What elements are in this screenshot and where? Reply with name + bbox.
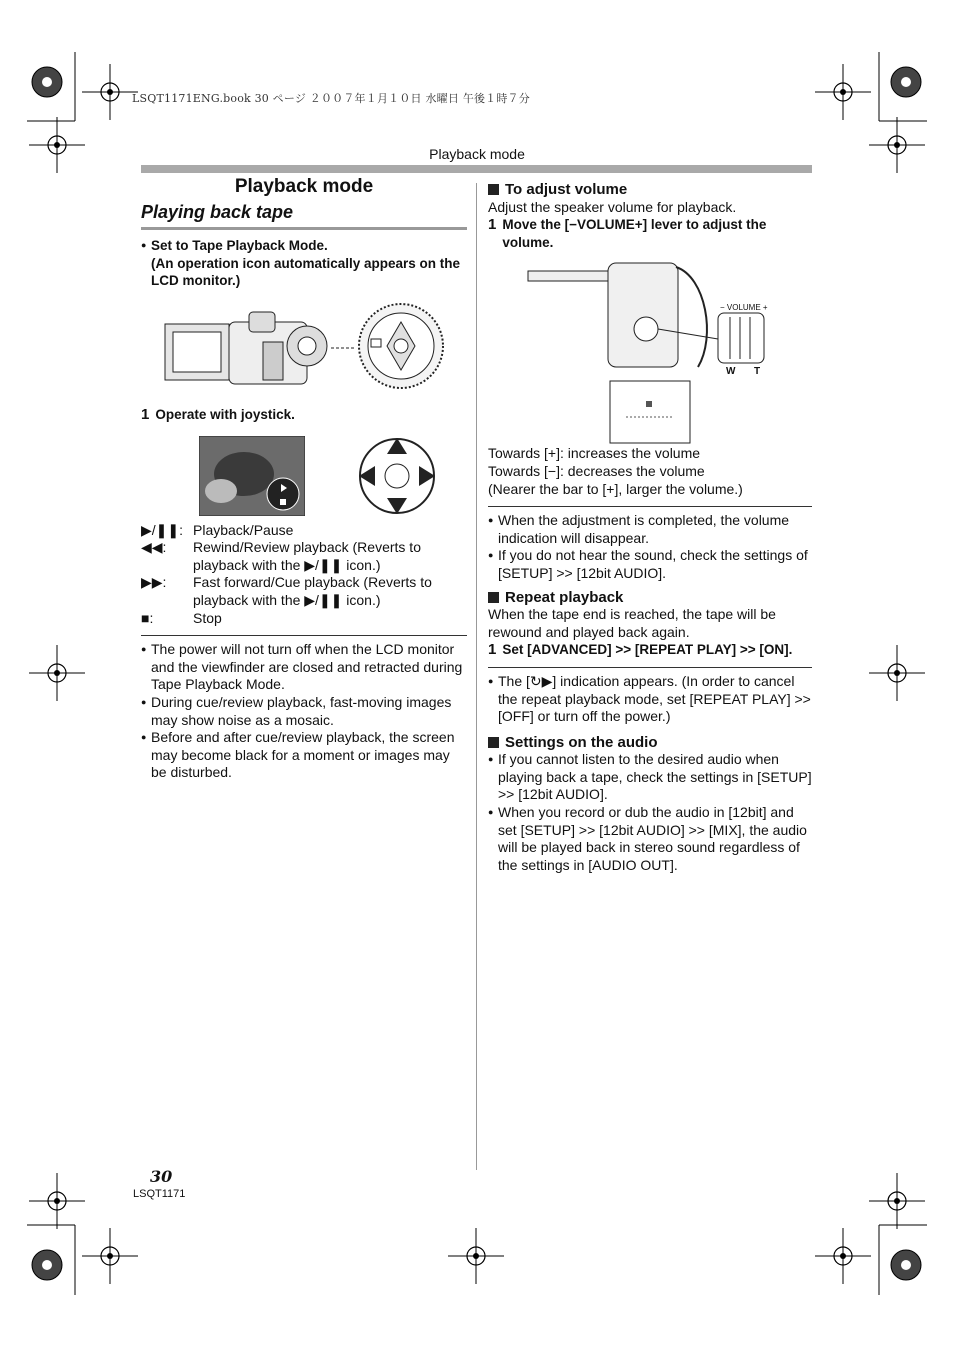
note-item: ● When you record or dub the audio in [12bit] and set [SETUP] >> [12bit AUDIO] >> [MIX], the audio will be played back in stereo sound regardless of the settings in [AUDIO OUT].: [488, 804, 812, 874]
bullet-set-note: (An operation icon automatically appears on the LCD monitor.): [151, 255, 461, 289]
repeat-notes-rule: [488, 667, 812, 668]
repeat-intro: When the tape end is reached, the tape will be rewound and played back again.: [488, 606, 776, 640]
step-1: 1 Operate with joystick.: [141, 405, 295, 423]
file-header: LSQT1171ENG.book 30 ページ ２００７年１月１０日 水曜日 午後１時７分: [132, 92, 530, 105]
camera-illustration: [163, 302, 463, 398]
repeat-icon: ↻▶: [529, 672, 553, 689]
joystick-definitions: [141, 522, 467, 628]
lcd-playback-image: [199, 436, 305, 516]
joystick-diagram: [357, 436, 437, 516]
right-column: [488, 181, 812, 874]
def-row-rewind: ◀◀: Rewind/Review playback (Reverts to playback with the ▶/❚❚ icon.): [141, 539, 421, 573]
repeat-note: ● The [↻▶] indication appears. (In order to cancel the repeat playback mode, set [REPEAT PLAY] >> [OFF] or turn off the power.): [488, 673, 812, 726]
header-bar: [141, 165, 812, 173]
note-item: ● When the adjustment is completed, the volume indication will disappear.: [488, 512, 812, 547]
subtitle-rule: [141, 227, 467, 230]
volume-lever-illustration: [526, 257, 826, 455]
page-number: 30: [150, 1167, 173, 1186]
volume-notes: [488, 512, 812, 582]
towards-plus: Towards [+]: increases the volume: [488, 445, 701, 462]
t-label: T: [754, 366, 761, 378]
column-divider: [476, 183, 477, 1170]
def-row-play: ▶/❚❚: Playback/Pause: [141, 521, 294, 538]
left-notes: [141, 641, 467, 782]
def-row-stop: ■: Stop: [141, 609, 222, 626]
volume-step: 1 Move the [−VOLUME+] lever to adjust the volume.: [488, 216, 767, 250]
volume-label: − VOLUME +: [720, 303, 768, 313]
repeat-step: 1 Set [ADVANCED] >> [REPEAT PLAY] >> [ON].: [488, 641, 793, 659]
w-label: W: [726, 366, 736, 378]
def-row-ff: ▶▶: Fast forward/Cue playback (Reverts to playback with the ▶/❚❚ icon.): [141, 574, 432, 608]
note-item: ● The power will not turn off when the LCD monitor and the viewfinder are closed and retracted during Tape Playback Mode.: [141, 641, 467, 694]
nearer-note: (Nearer the bar to [+], larger the volume.): [488, 480, 743, 497]
audio-notes: [488, 751, 812, 874]
note-item: ● Before and after cue/review playback, the screen may become black for a moment or images may be disturbed.: [141, 729, 467, 782]
running-head: Playback mode: [429, 146, 525, 162]
section-audio-settings: Settings on the audio: [488, 734, 812, 752]
notes-rule: [141, 635, 467, 636]
left-column: [141, 178, 467, 782]
volume-notes-rule: [488, 506, 812, 507]
doc-code: LSQT1171: [133, 1188, 186, 1200]
towards-minus: Towards [−]: decreases the volume: [488, 462, 705, 479]
section-repeat-playback: Repeat playback: [488, 589, 812, 607]
volume-intro: Adjust the speaker volume for playback.: [488, 198, 737, 215]
note-item: ● If you do not hear the sound, check the settings of [SETUP] >> [12bit AUDIO].: [488, 547, 812, 582]
note-item: ● If you cannot listen to the desired audio when playing back a tape, check the settings in [SETUP] >> [12bit AUDIO].: [488, 751, 812, 804]
note-item: ● During cue/review playback, fast-moving images may show noise as a mosaic.: [141, 694, 467, 729]
section-subtitle: Playing back tape: [141, 201, 294, 222]
page-title: Playback mode: [234, 176, 374, 197]
bullet-set-mode: ● Set to Tape Playback Mode.: [141, 237, 467, 255]
section-adjust-volume: To adjust volume: [488, 181, 812, 199]
